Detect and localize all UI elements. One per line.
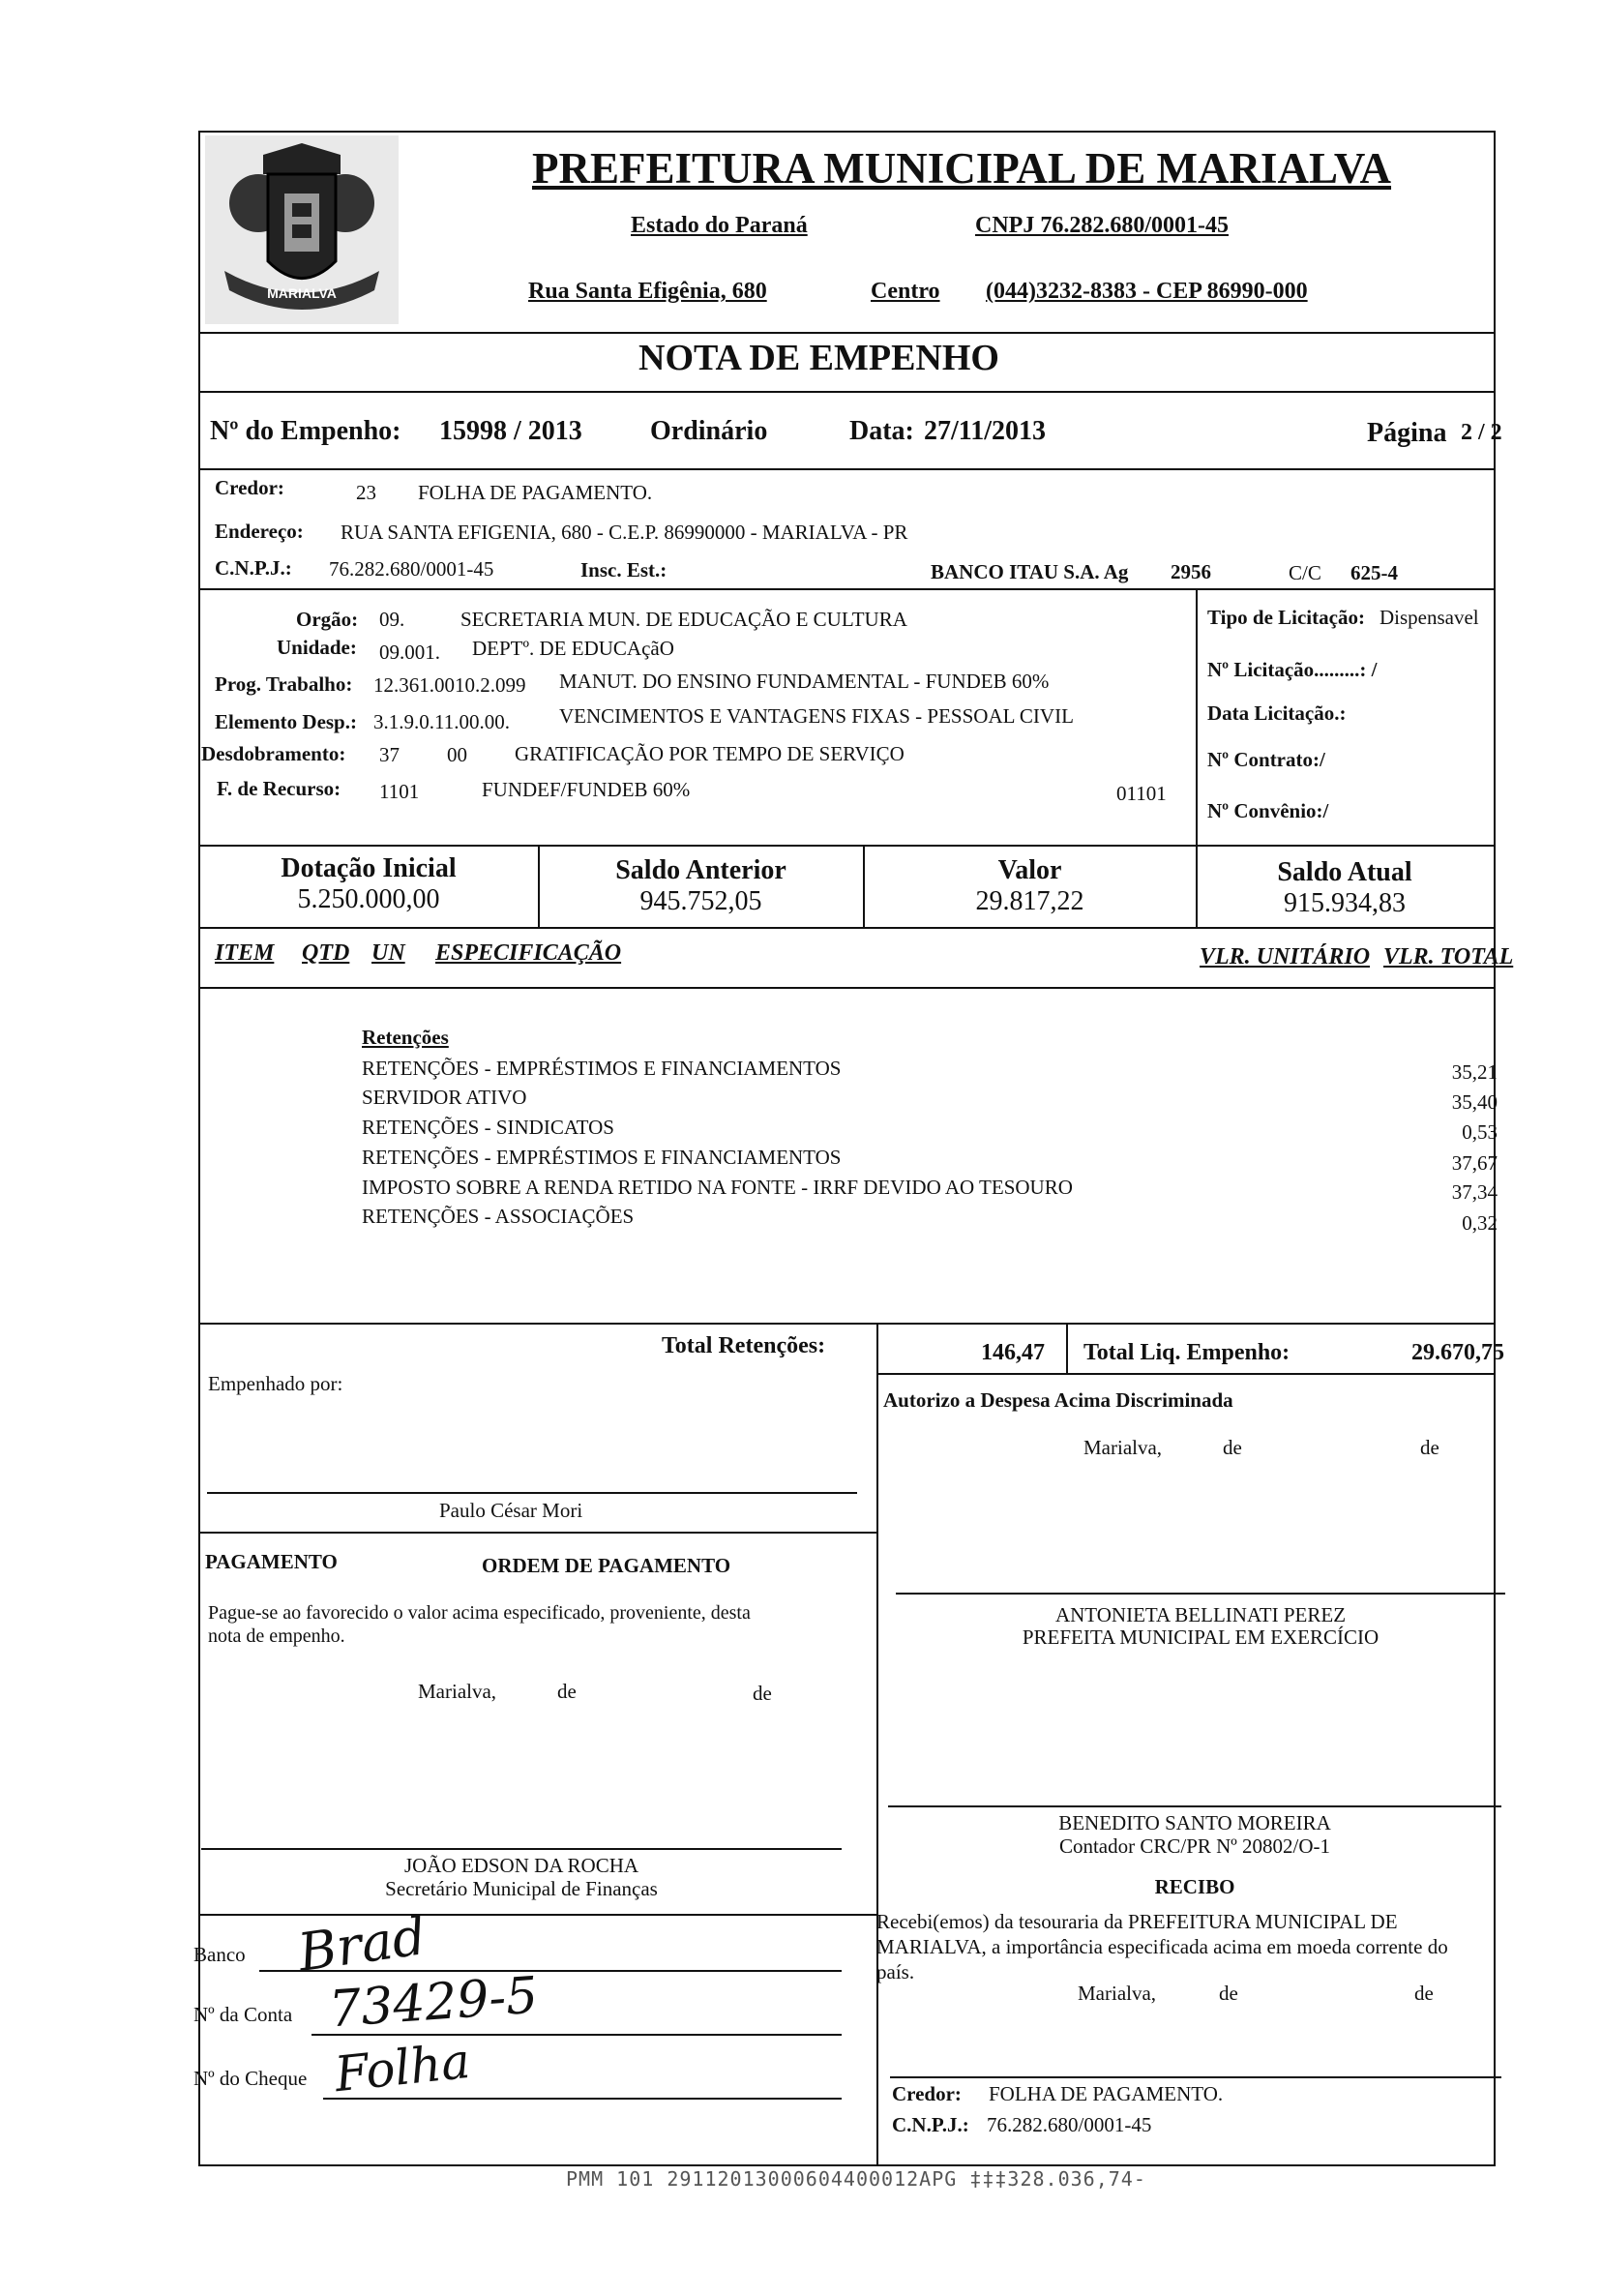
cheque-label: Nº do Cheque [193, 2067, 308, 2090]
unidade-code: 09.001. [379, 641, 440, 664]
banco-label: Banco [193, 1943, 246, 1966]
secretario-role: Secretário Municipal de Finanças [385, 1877, 658, 1900]
signature-line [896, 1593, 1505, 1595]
municipal-crest [205, 135, 399, 324]
page-number: 2 / 2 [1461, 420, 1502, 445]
document-title: NOTA DE EMPENHO [638, 338, 999, 378]
prefeita-role: PREFEITA MUNICIPAL EM EXERCÍCIO [1022, 1625, 1380, 1649]
cc-label: C/C [1289, 561, 1321, 584]
header-title: PREFEITURA MUNICIPAL DE MARIALVA [532, 144, 1392, 193]
pagamento-de1: de [557, 1680, 577, 1703]
page-label: Página [1367, 418, 1447, 448]
autorizo-label: Autorizo a Despesa Acima Discriminada [883, 1388, 1233, 1412]
header-address: Rua Santa Efigênia, 680 [528, 279, 767, 304]
data-licitacao: Data Licitação.: [1207, 701, 1347, 725]
banco-name: BANCO ITAU S.A. Ag [931, 560, 1129, 583]
divider [876, 1323, 878, 1373]
recurso-code: 1101 [379, 780, 420, 803]
divider [198, 588, 1494, 590]
recurso-name: FUNDEF/FUNDEB 60% [482, 778, 691, 801]
signature-line [323, 2098, 842, 2100]
col-item: ITEM [215, 940, 275, 966]
pagamento-text: Pague-se ao favorecido o valor acima especificado, proveniente, desta [208, 1602, 751, 1624]
col-especificacao: ESPECIFICAÇÃO [435, 940, 622, 966]
col-un: UN [371, 940, 405, 966]
list-item: RETENÇÕES - EMPRÉSTIMOS E FINANCIAMENTOS [362, 1057, 842, 1080]
unidade-name: DEPTº. DE EDUCAçãO [472, 637, 674, 660]
retencao-value: 35,40 [1451, 1090, 1498, 1114]
recibo-de2: de [1414, 1982, 1434, 2005]
valor-label: Valor [997, 855, 1062, 885]
retencao-value: 37,67 [1451, 1151, 1498, 1175]
divider [198, 391, 1494, 393]
divider [198, 1914, 877, 1916]
divider [198, 987, 1494, 989]
divider [198, 845, 1494, 847]
empenhado-por-label: Empenhado por: [208, 1372, 343, 1395]
empenho-type: Ordinário [650, 416, 768, 446]
recibo-text: país. [876, 1960, 915, 1983]
pagamento-de2: de [753, 1682, 772, 1705]
tipo-licitacao-value: Dispensavel [1380, 606, 1479, 629]
pagamento-text: nota de empenho. [208, 1625, 345, 1647]
tipo-licitacao-label: Tipo de Licitação: [1207, 606, 1365, 629]
divider [198, 1532, 877, 1534]
desdobramento-code: 37 [379, 743, 400, 766]
endereco-label: Endereço: [215, 520, 304, 543]
divider [198, 927, 1494, 929]
recibo-cnpj-value: 76.282.680/0001-45 [987, 2113, 1152, 2136]
signature-line [890, 2076, 1501, 2078]
retencao-value: 0,53 [1462, 1120, 1498, 1144]
divider [198, 1323, 1494, 1325]
dotacao-inicial-label: Dotação Inicial [281, 853, 457, 883]
credor-code: 23 [356, 481, 376, 504]
contador-role: Contador CRC/PR Nº 20802/O-1 [1058, 1834, 1331, 1858]
list-item: IMPOSTO SOBRE A RENDA RETIDO NA FONTE - IRRF DEVIDO AO TESOURO [362, 1176, 1073, 1199]
recibo-title: RECIBO [1154, 1875, 1235, 1898]
banco-signature: Brad [294, 1905, 430, 1983]
pagamento-place: Marialva, [418, 1680, 497, 1703]
orgao-name: SECRETARIA MUN. DE EDUCAÇÃO E CULTURA [460, 608, 907, 631]
header-phone-cep: (044)3232-8383 - CEP 86990-000 [986, 279, 1308, 304]
recibo-text: MARIALVA, a importância especificada acima em moeda corrente do [876, 1935, 1448, 1958]
elemento-label: Elemento Desp.: [215, 710, 357, 733]
autorizo-place: Marialva, [1083, 1436, 1163, 1459]
total-liquido-value: 29.670,75 [1411, 1340, 1504, 1365]
retencao-value: 35,21 [1451, 1060, 1498, 1084]
divider [876, 1373, 1494, 1375]
endereco-value: RUA SANTA EFIGENIA, 680 - C.E.P. 86990000 - MARIALVA - PR [341, 521, 908, 544]
col-qtd: QTD [302, 940, 350, 966]
total-retencoes-label: Total Retenções: [662, 1333, 826, 1358]
divider [876, 1373, 878, 2166]
crest-banner-text: MARIALVA [267, 285, 337, 301]
prog-label: Prog. Trabalho: [215, 672, 353, 696]
total-retencoes-value: 146,47 [981, 1340, 1045, 1365]
retencao-value: 0,32 [1462, 1211, 1498, 1235]
prog-code: 12.361.0010.2.099 [373, 673, 526, 697]
saldo-atual-label: Saldo Atual [1277, 857, 1412, 887]
divider [198, 332, 1494, 334]
prog-name: MANUT. DO ENSINO FUNDAMENTAL - FUNDEB 60% [559, 670, 1050, 693]
desdobramento-label: Desdobramento: [201, 742, 346, 765]
orgao-code: 09. [379, 608, 405, 631]
empenho-date-label: Data: [849, 416, 914, 446]
total-liquido-label: Total Liq. Empenho: [1083, 1340, 1290, 1365]
elemento-code: 3.1.9.0.11.00.00. [373, 710, 510, 733]
divider [1066, 1323, 1068, 1373]
signature-line [888, 1805, 1501, 1807]
divider [198, 468, 1494, 470]
recurso-label: F. de Recurso: [217, 777, 341, 800]
signature-line [201, 1848, 842, 1850]
header-cnpj: CNPJ 76.282.680/0001-45 [975, 213, 1229, 238]
saldo-atual-value: 915.934,83 [1284, 888, 1406, 918]
mechanical-stamp: PMM 101 29112013000604400012APG ‡‡‡328.036,74- [566, 2167, 1146, 2191]
list-item: RETENÇÕES - EMPRÉSTIMOS E FINANCIAMENTOS [362, 1146, 842, 1169]
prefeita-name: ANTONIETA BELLINATI PEREZ [1054, 1603, 1347, 1626]
recurso-extra: 01101 [1116, 782, 1167, 805]
orgao-label: Orgão: [296, 608, 359, 631]
recibo-place: Marialva, [1078, 1982, 1157, 2005]
recibo-de1: de [1219, 1982, 1238, 2005]
signature-line [207, 1492, 857, 1494]
cc-number: 625-4 [1350, 561, 1398, 584]
unidade-label: Unidade: [277, 636, 357, 659]
header-district: Centro [871, 279, 940, 304]
empenhado-por-name: Paulo César Mori [439, 1499, 583, 1522]
saldo-anterior-value: 945.752,05 [639, 886, 762, 916]
desdobramento-sub: 00 [447, 743, 467, 766]
autorizo-de1: de [1223, 1436, 1242, 1459]
recibo-cnpj-label: C.N.P.J.: [892, 2113, 969, 2136]
secretario-name: JOÃO EDSON DA ROCHA [403, 1854, 639, 1877]
insc-label: Insc. Est.: [580, 558, 668, 581]
contador-name: BENEDITO SANTO MOREIRA [1058, 1811, 1331, 1834]
list-item: SERVIDOR ATIVO [362, 1086, 527, 1109]
empenho-number-label: Nº do Empenho: [210, 416, 401, 446]
saldo-anterior-label: Saldo Anterior [615, 855, 786, 885]
desdobramento-name: GRATIFICAÇÃO POR TEMPO DE SERVIÇO [515, 742, 905, 765]
ordem-pagamento-title: ORDEM DE PAGAMENTO [482, 1554, 731, 1577]
dotacao-inicial-value: 5.250.000,00 [297, 884, 440, 914]
col-vlr-unitario: VLR. UNITÁRIO [1200, 944, 1371, 969]
list-item: RETENÇÕES - ASSOCIAÇÕES [362, 1205, 635, 1228]
credor-name: FOLHA DE PAGAMENTO. [418, 481, 653, 504]
numero-contrato: Nº Contrato:/ [1207, 748, 1325, 771]
retencao-value: 37,34 [1451, 1180, 1498, 1204]
list-item: RETENÇÕES - SINDICATOS [362, 1116, 614, 1139]
recibo-credor-name: FOLHA DE PAGAMENTO. [989, 2082, 1224, 2105]
cnpj-value: 76.282.680/0001-45 [329, 557, 494, 581]
numero-licitacao: Nº Licitação.........: / [1207, 658, 1378, 681]
autorizo-de2: de [1420, 1436, 1439, 1459]
conta-signature: 73429-5 [327, 1966, 540, 2040]
divider [1196, 588, 1198, 845]
header-state: Estado do Paraná [631, 213, 808, 238]
credor-label: Credor: [215, 476, 284, 499]
pagamento-label: PAGAMENTO [205, 1550, 338, 1573]
numero-convenio: Nº Convênio:/ [1207, 799, 1329, 822]
cnpj-label: C.N.P.J.: [215, 556, 292, 580]
col-vlr-total: VLR. TOTAL [1383, 944, 1514, 969]
empenho-number: 15998 / 2013 [439, 416, 582, 446]
elemento-name: VENCIMENTOS E VANTAGENS FIXAS - PESSOAL CIVIL [559, 704, 1074, 728]
recibo-credor-label: Credor: [892, 2082, 962, 2105]
retencoes-title: Retenções [362, 1026, 449, 1049]
cheque-signature: Folha [332, 2032, 473, 2103]
conta-label: Nº da Conta [193, 2003, 293, 2026]
empenho-date: 27/11/2013 [924, 416, 1047, 446]
recibo-text: Recebi(emos) da tesouraria da PREFEITURA MUNICIPAL DE [876, 1910, 1398, 1933]
agencia-number: 2956 [1171, 560, 1211, 583]
valor-value: 29.817,22 [975, 886, 1084, 916]
